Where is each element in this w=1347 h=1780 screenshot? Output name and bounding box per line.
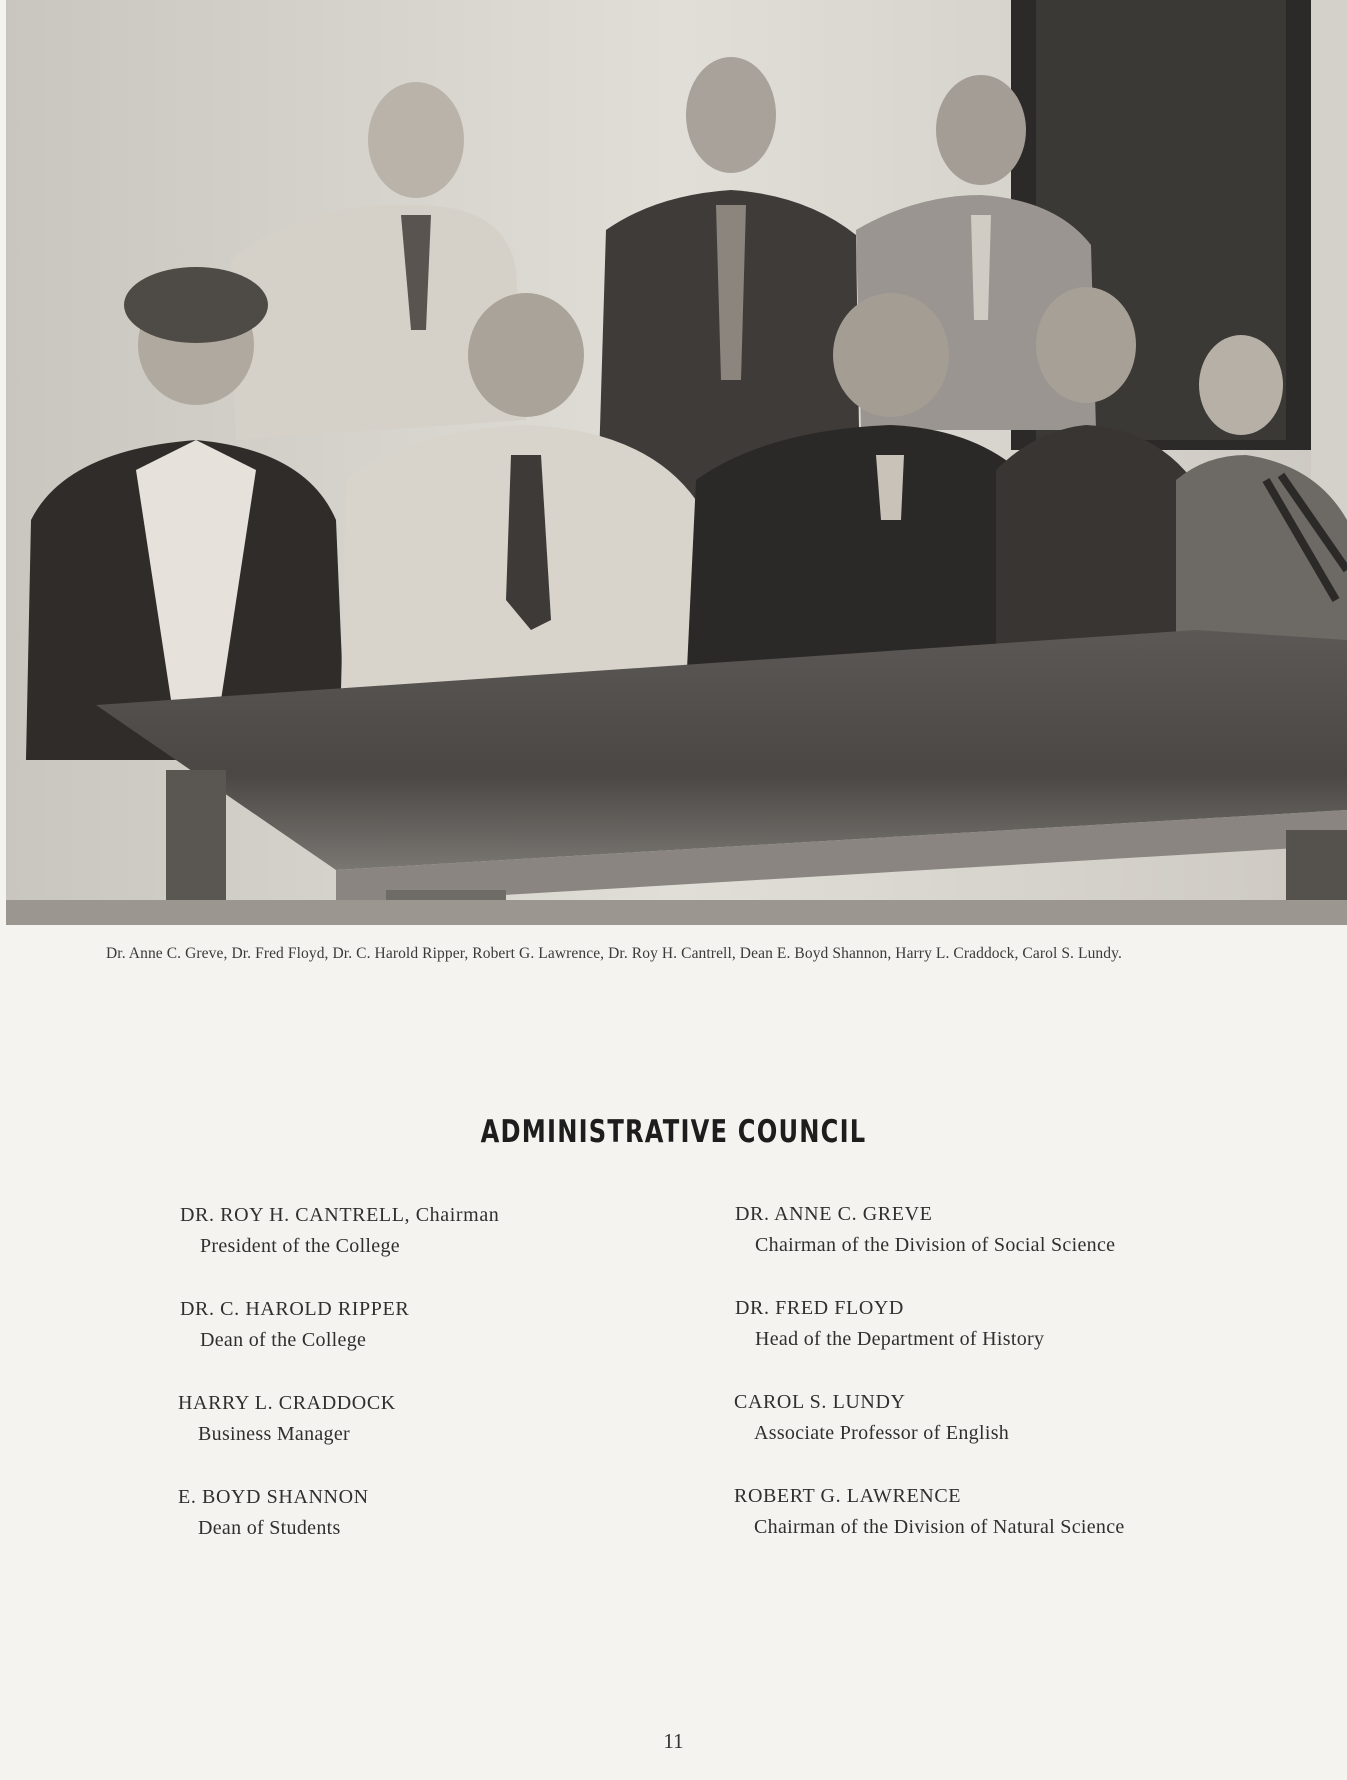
member-name: CAROL S. LUNDY <box>734 1391 906 1413</box>
member-title: Chairman of the Division of Social Science <box>755 1234 1116 1256</box>
member-name: DR. C. HAROLD RIPPER <box>180 1298 410 1320</box>
member-title: Business Manager <box>198 1423 350 1445</box>
member-entry <box>734 1387 1009 1449</box>
member-entry <box>178 1482 369 1544</box>
member-name: DR. ROY H. CANTRELL, Chairman <box>180 1204 500 1226</box>
member-title: Chairman of the Division of Natural Science <box>754 1516 1125 1538</box>
member-entry <box>734 1481 1125 1543</box>
member-name: HARRY L. CRADDOCK <box>178 1392 396 1414</box>
member-name: DR. ANNE C. GREVE <box>735 1203 933 1225</box>
page-number: 11 <box>663 1729 684 1753</box>
member-entry <box>178 1388 396 1450</box>
member-title: Head of the Department of History <box>755 1328 1045 1350</box>
member-title: Dean of the College <box>200 1329 367 1351</box>
member-name: DR. FRED FLOYD <box>735 1297 904 1319</box>
member-entry <box>735 1199 1115 1261</box>
page-title: ADMINISTRATIVE COUNCIL <box>480 1114 867 1150</box>
member-entry <box>180 1294 409 1356</box>
member-name: E. BOYD SHANNON <box>178 1486 369 1508</box>
member-entry <box>180 1200 499 1262</box>
member-title: Associate Professor of English <box>754 1422 1010 1444</box>
group-photo <box>6 0 1347 925</box>
member-name: ROBERT G. LAWRENCE <box>734 1485 962 1507</box>
group-photo-icon <box>6 0 1347 925</box>
member-title: President of the College <box>200 1235 400 1257</box>
member-entry <box>735 1293 1044 1355</box>
photo-caption: Dr. Anne C. Greve, Dr. Fred Floyd, Dr. C. Harold Ripper, Robert G. Lawrence, Dr. Roy H. Cantrell, Dean E. Boyd Shannon, Harry L. Craddock, Carol S. Lundy. <box>106 945 1122 962</box>
member-title: Dean of Students <box>198 1517 341 1539</box>
